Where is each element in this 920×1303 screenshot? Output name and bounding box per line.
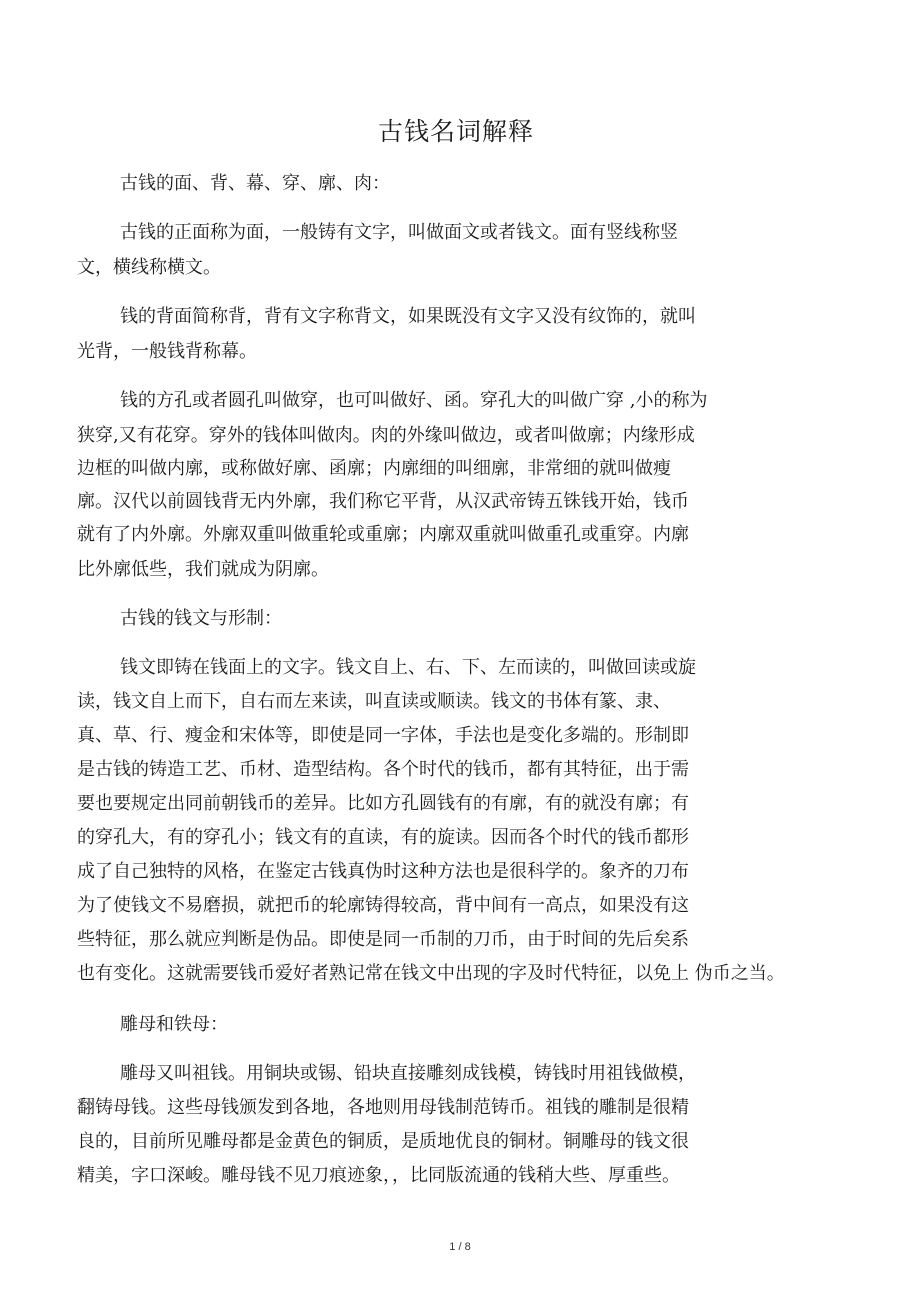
paragraph-line: 比外廓低些，我们就成为阴廓。 <box>77 559 329 580</box>
paragraph-line: 为了使钱文不易磨损，就把币的轮廓铸得较高，背中间有一高点，如果没有这 <box>77 895 689 916</box>
paragraph-line: 成了自己独特的风格，在鉴定古钱真伪时这种方法也是很科学的。象齐的刀布 <box>77 861 689 882</box>
page-number: 1 / 8 <box>449 1241 471 1253</box>
section-heading: 古钱的钱文与形制： <box>120 608 282 629</box>
paragraph-line: 翻铸母钱。这些母钱颁发到各地，各地则用母钱制范铸币。祖钱的雕制是很精 <box>77 1097 689 1118</box>
section-heading: 雕母和铁母： <box>120 1014 228 1035</box>
paragraph-line: 真、草、行、瘦金和宋体等，即使是同一字体，手法也是变化多端的。形制即 <box>77 725 689 746</box>
section-heading: 古钱的面、背、幕、穿、廓、肉： <box>120 173 390 194</box>
paragraph-line: 的穿孔大，有的穿孔小；钱文有的直读，有的旋读。因而各个时代的钱币都形 <box>77 827 689 848</box>
paragraph-line: 狭穿,又有花穿。穿外的钱体叫做肉。肉的外缘叫做边，或者叫做廓；内缘形成 <box>77 425 695 446</box>
paragraph-line: 良的，目前所见雕母都是金黄色的铜质，是质地优良的铜材。铜雕母的钱文很 <box>77 1131 689 1152</box>
paragraph-line: 些特征，那么就应判断是伪品。即使是同一币制的刀币，由于时间的先后矣系 <box>77 929 689 950</box>
paragraph-line: 廓。汉代以前圆钱背无内外廓，我们称它平背，从汉武帝铸五铢钱开始，钱币 <box>77 491 689 512</box>
paragraph-line: 雕母又叫祖钱。用铜块或锡、铅块直接雕刻成钱模，铸钱时用祖钱做模， <box>120 1063 696 1084</box>
paragraph-line: 钱的方孔或者圆孔叫做穿，也可叫做好、函。穿孔大的叫做广穿 ,小的称为 <box>120 390 708 411</box>
paragraph-line: 读，钱文自上而下，自右而左来读，叫直读或顺读。钱文的书体有篆、隶、 <box>77 691 671 712</box>
paragraph-line: 是古钱的铸造工艺、币材、造型结构。各个时代的钱币，都有其特征，出于需 <box>77 759 689 780</box>
paragraph-line: 钱文即铸在钱面上的文字。钱文自上、右、下、左而读的，叫做回读或旋 <box>120 657 696 678</box>
paragraph-line: 光背，一般钱背称幕。 <box>77 341 257 362</box>
paragraph-line: 钱的背面简称背，背有文字称背文，如果既没有文字又没有纹饰的，就叫 <box>120 306 696 327</box>
paragraph-line: 边框的叫做内廓，或称做好廓、函廓；内廓细的叫细廓，非常细的就叫做瘦 <box>77 458 671 479</box>
document-title: 古钱名词解释 <box>377 117 534 146</box>
paragraph-line: 古钱的正面称为面，一般铸有文字，叫做面文或者钱文。面有竖线称竖 <box>120 222 678 243</box>
paragraph-line: 也有变化。这就需要钱币爱好者熟记常在钱文中出现的字及时代特征，以免上 伪币之当。 <box>77 963 785 984</box>
paragraph-line: 文，横线称横文。 <box>77 257 221 278</box>
paragraph-line: 精美，字口深峻。雕母钱不见刀痕迹象，，比同版流通的钱稍大些、厚重些。 <box>77 1165 680 1186</box>
paragraph-line: 要也要规定出同前朝钱币的差异。比如方孔圆钱有的有廓，有的就没有廓；有 <box>77 793 689 814</box>
paragraph-line: 就有了内外廓。外廓双重叫做重轮或重廓；内廓双重就叫做重孔或重穿。内廓 <box>77 524 689 545</box>
